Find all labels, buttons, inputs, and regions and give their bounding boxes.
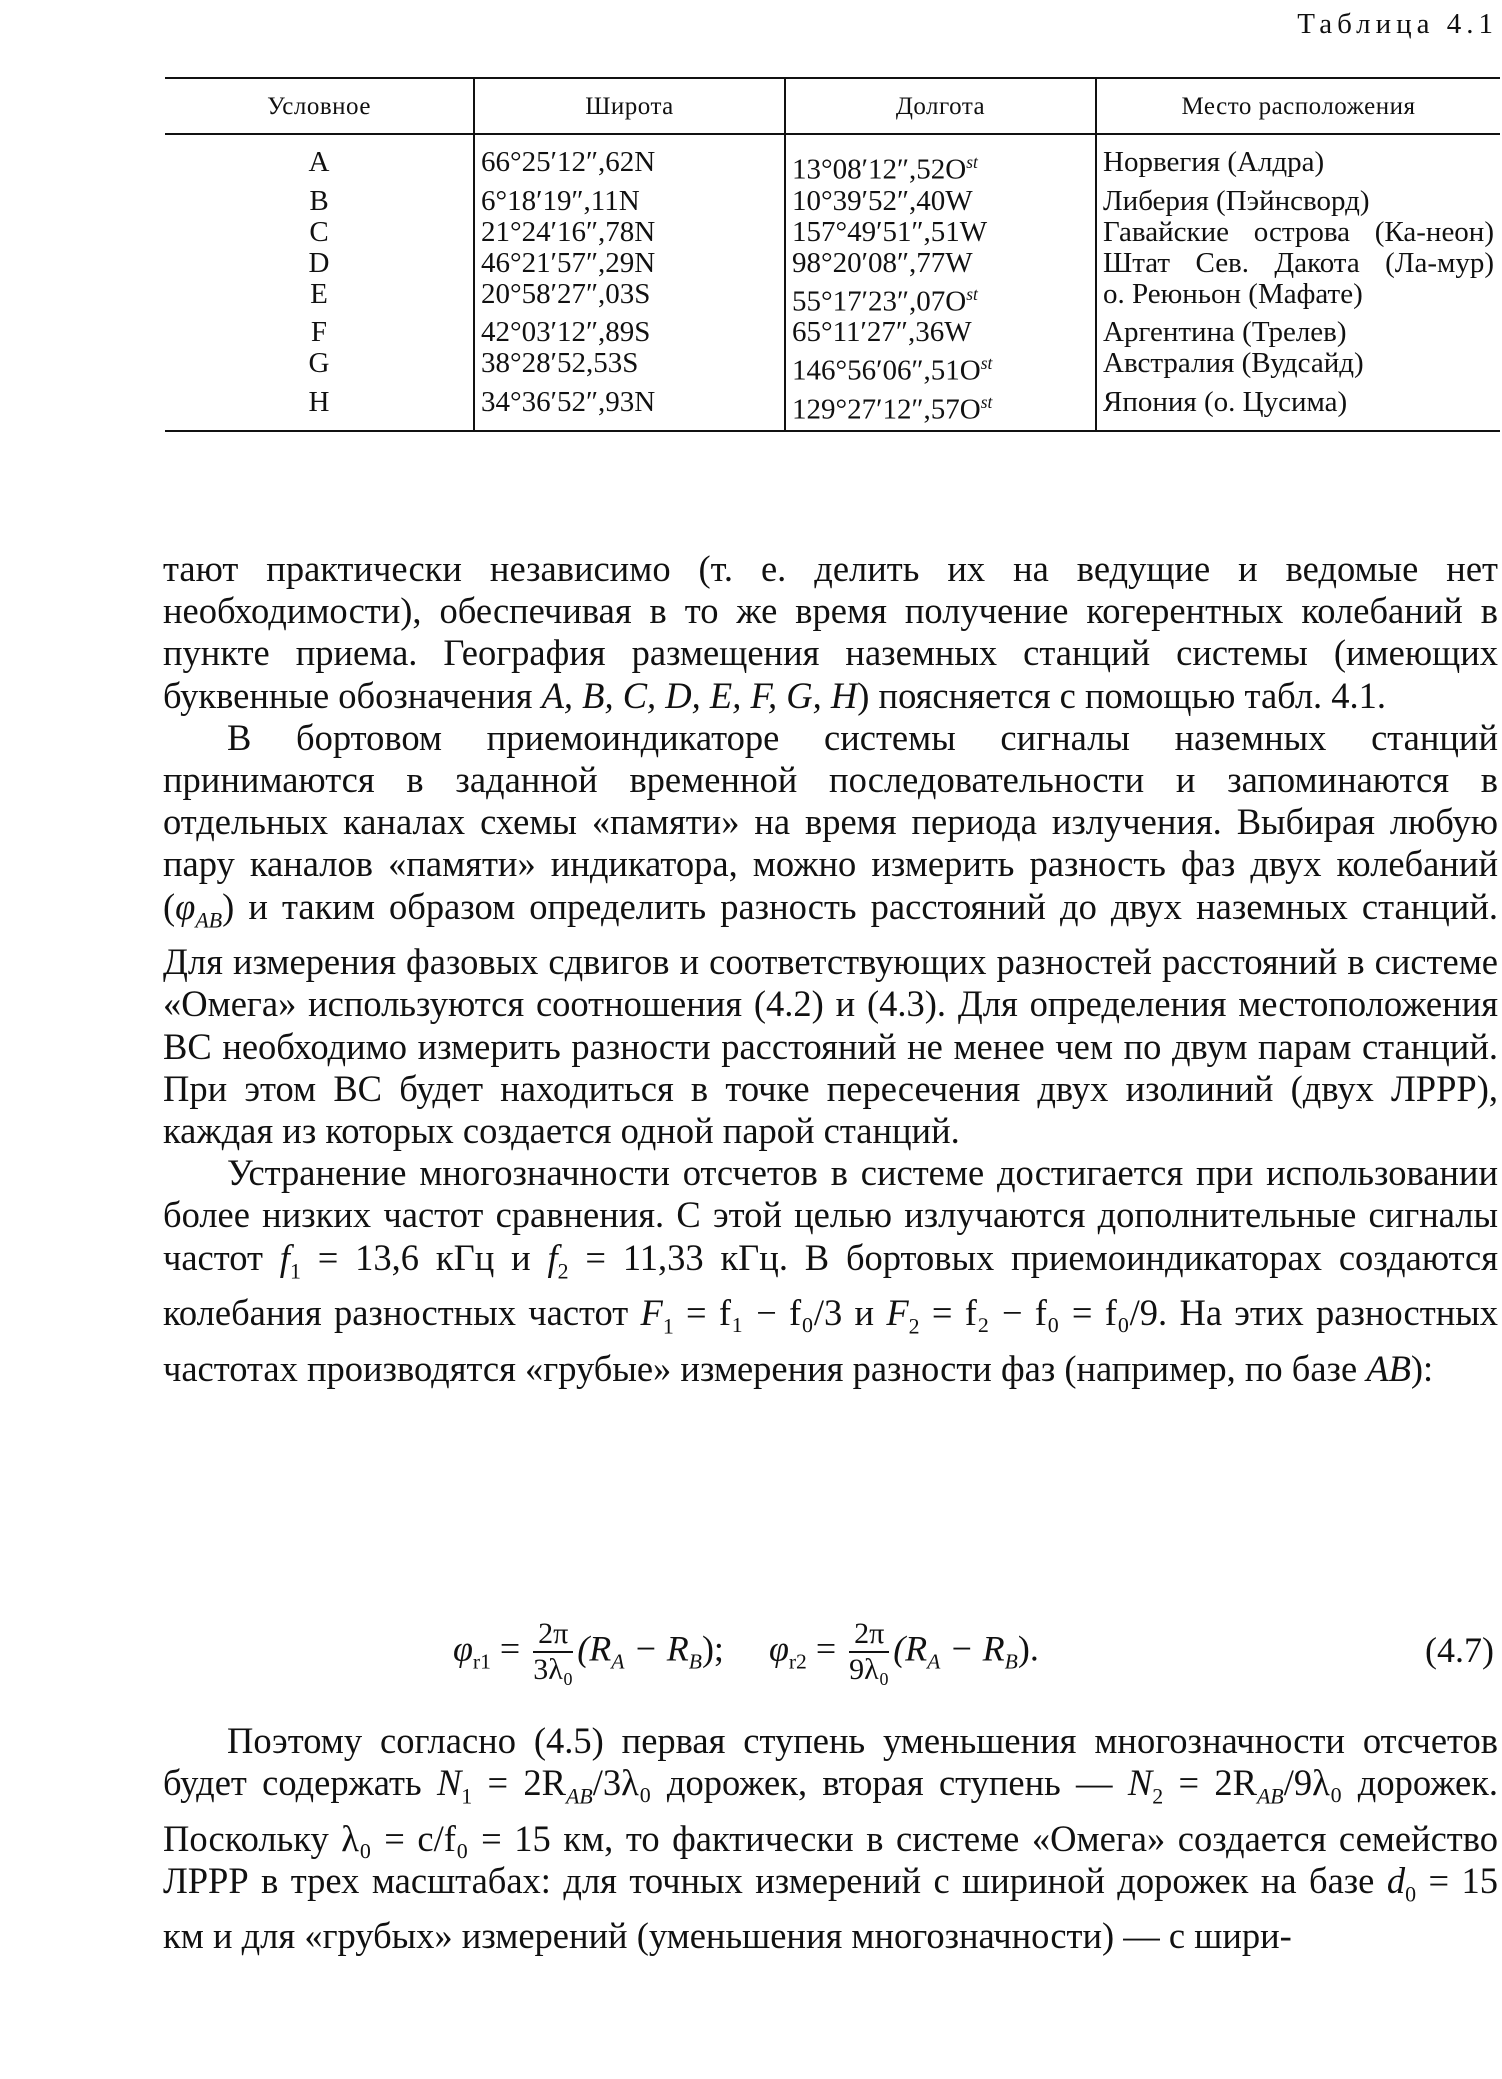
header-location: Место расположения (1096, 78, 1500, 134)
station-location: Либерия (Пэйнсворд) (1096, 186, 1500, 217)
equation-number: (4.7) (1425, 1630, 1494, 1670)
formula-body: $\varphi_{r1}$ = $\frac{2\pi}{\text{3λ₀}}$ $(R_A - R_B)$; $\varphi_{r2}$ = $\frac{2\pi}{\text{9λ₀}}$ $(R_A - R_B)$. (453, 1617, 1039, 1686)
fraction-2: $\frac{2\pi}{\text{9λ₀}}$ (849, 1617, 890, 1686)
paragraph-1: тают практически независимо (т. е. делить их на ведущие и ведомые нет необходимости), обеспечивая в то же время получение когерентных колебаний в пункте приема. География размещения наземных станций системы (имеющих буквенные обозначения A, B, C, D, E, F, G, H) поясняется с помощью табл. 4.1. (163, 548, 1498, 716)
table-caption: Таблица 4.1 (1297, 8, 1498, 40)
station-location: Аргентина (Трелев) (1096, 317, 1500, 348)
table-header-row (165, 78, 1500, 134)
station-longitude: $13^\circ 08'12'',52O^{st}$ (785, 134, 1096, 186)
station-longitude: 65°11′27″,36W (785, 317, 1096, 348)
longitude-suffix: st (980, 353, 993, 374)
station-code: D (308, 246, 330, 279)
table-row (165, 279, 1500, 318)
table-row (165, 387, 1500, 431)
fraction-1: $\frac{2\pi}{\text{3λ₀}}$ (533, 1617, 574, 1686)
table-row (165, 248, 1500, 279)
header-code: Условное (165, 78, 474, 134)
stations-table (165, 77, 1500, 432)
station-latitude: 66°25′12″,62N (474, 134, 785, 186)
station-code: E (310, 277, 328, 310)
header-longitude: Долгота (785, 78, 1096, 134)
station-location: Норвегия (Алдра) (1096, 134, 1500, 186)
station-location: Австралия (Вудсайд) (1096, 348, 1500, 387)
table-row (165, 317, 1500, 348)
station-longitude: 98°20′08″,77W (785, 248, 1096, 279)
station-longitude: $55^\circ 17'23'',07O^{st}$ (785, 279, 1096, 318)
table-row (165, 134, 1500, 186)
table-row (165, 186, 1500, 217)
station-location: Штат Сев. Дакота (Ла-мур) (1096, 248, 1500, 279)
body-text-continued (163, 1720, 1498, 1958)
station-latitude: 38°28′52,53S (474, 348, 785, 387)
longitude-suffix: st (966, 283, 978, 304)
station-code: A (308, 146, 330, 178)
station-latitude: 46°21′57″,29N (474, 248, 785, 279)
station-code: G (308, 347, 330, 380)
body-text (163, 548, 1498, 1390)
paragraph-3: Устранение многозначности отсчетов в системе достигается при использовании более низких частот сравнения. С этой целью излучаются дополнительные сигналы частот $f_1 = 13,6$ кГц и $f_2 = 11,33$ кГц. В бортовых приемоиндикаторах создаются колебания разностных частот $F_1 = f_1 - f_0/3$ и $F_2 = f_2 - f_0 = f_0/9$. На этих разностных частотах производятся «грубые» измерения разности фаз (например, по базе AB): (163, 1152, 1499, 1389)
station-longitude: 10°39′52″,40W (785, 186, 1096, 217)
table-row (165, 348, 1500, 387)
table-row (165, 217, 1500, 248)
formula-4-7 (163, 1605, 1498, 1695)
station-longitude: $146^\circ 56'06'',51O^{st}$ (785, 348, 1096, 387)
paragraph-2: В бортовом приемоиндикаторе системы сигналы наземных станций принимаются в заданной временной последовательности и запоминаются в отдельных каналах схемы «памяти» на время периода излучения. Выбирая любую пару каналов «памяти» индикатора, можно измерить разность фаз двух колебаний $(\varphi_{AB})$ и таким образом определить разность расстояний до двух наземных станций. Для измерения фазовых сдвигов и соответствующих разностей расстояний в системе «Омега» используются соотношения (4.2) и (4.3). Для определения местоположения ВС необходимо измерить разности расстояний не менее чем по двум парам станций. При этом ВС будет находиться в точке пересечения двух изолиний (двух ЛРРР), каждая из которых создается одной парой станций. (163, 716, 1498, 1151)
station-code: C (309, 215, 329, 248)
station-latitude: 34°36′52″,93N (474, 387, 785, 431)
longitude-suffix: st (966, 152, 978, 172)
station-latitude: 42°03′12″,89S (474, 317, 785, 348)
station-longitude: 157°49′51″,51W (785, 217, 1096, 248)
longitude-suffix: st (980, 391, 993, 412)
station-longitude: $129^\circ 27'12'',57O^{st}$ (785, 387, 1096, 431)
station-location: о. Реюньон (Мафате) (1096, 279, 1500, 318)
station-latitude: 6°18′19″,11N (474, 186, 785, 217)
station-code: H (165, 387, 474, 431)
station-location: Япония (о. Цусима) (1096, 387, 1500, 431)
station-latitude: 21°24′16″,78N (474, 217, 785, 248)
station-code: B (309, 184, 329, 217)
station-code: F (310, 316, 328, 349)
table-body (165, 134, 1500, 431)
paragraph-4: Поэтому согласно (4.5) первая ступень уменьшения многозначности отсчетов будет содержать $N_1 = 2R_{AB}/3\lambda_0$ дорожек, вторая ступень — $N_2 = 2R_{AB}/9\lambda_0$ дорожек. Поскольку λ₀ = c/f₀ = 15 км, то фактически в системе «Омега» создается семейство ЛРРР в трех масштабах: для точных измерений с шириной дорожек на базе $d_0 = 15$ км и для «грубых» измерений (уменьшения многозначности) — с шири- (163, 1720, 1498, 1957)
station-latitude: 20°58′27″,03S (474, 279, 785, 318)
station-location: Гавайские острова (Ка-неон) (1096, 217, 1500, 248)
header-latitude: Широта (474, 78, 785, 134)
station-letters: A, B, C, D, E, F, G, H (541, 674, 858, 716)
